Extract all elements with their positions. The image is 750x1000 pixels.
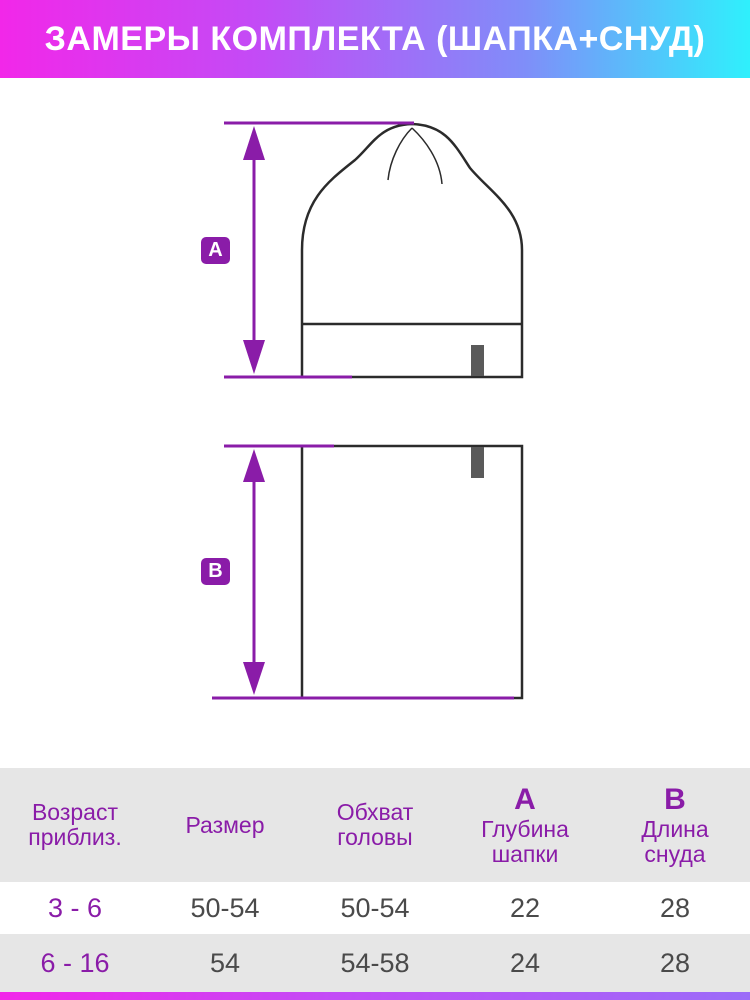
snood-drawing [302,446,522,698]
header-size: Размер [185,811,265,838]
table-row [0,934,750,992]
table-header [0,768,750,882]
header-age: Возраст приблиз. [28,799,122,850]
label-a-text: A [208,239,223,261]
table-row [0,882,750,934]
header-depth: A Глубина шапки [481,782,569,867]
cell-size: 54 [209,948,241,978]
label-b-text: B [208,560,223,582]
hat-drawing [302,124,522,377]
arrow-up-icon [243,449,265,482]
snood-tag-icon [471,447,484,478]
cell-age: 3 - 6 [47,893,103,923]
cell-girth: 54-58 [340,948,410,978]
measure-b [201,446,514,698]
cell-length: 28 [659,893,691,923]
footer-bar [0,992,750,1000]
header-head-girth: Обхват головы [336,799,414,850]
hat-tag-icon [471,345,484,376]
arrow-up-icon [243,126,265,160]
header-banner [0,0,750,78]
cell-depth: 22 [509,893,541,923]
arrow-down-icon [243,662,265,695]
diagram-svg [0,78,750,768]
cell-size: 50-54 [190,893,260,923]
header-length: B Длина снуда [641,782,709,867]
cell-depth: 24 [509,948,541,978]
size-table [0,768,750,992]
page-title: ЗАМЕРЫ КОМПЛЕКТА (ШАПКА+СНУД) [44,20,706,58]
measure-a [201,123,414,377]
arrow-down-icon [243,340,265,374]
cell-length: 28 [659,948,691,978]
cell-girth: 50-54 [340,893,410,923]
measurement-diagram [0,78,750,768]
cell-age: 6 - 16 [40,948,110,978]
